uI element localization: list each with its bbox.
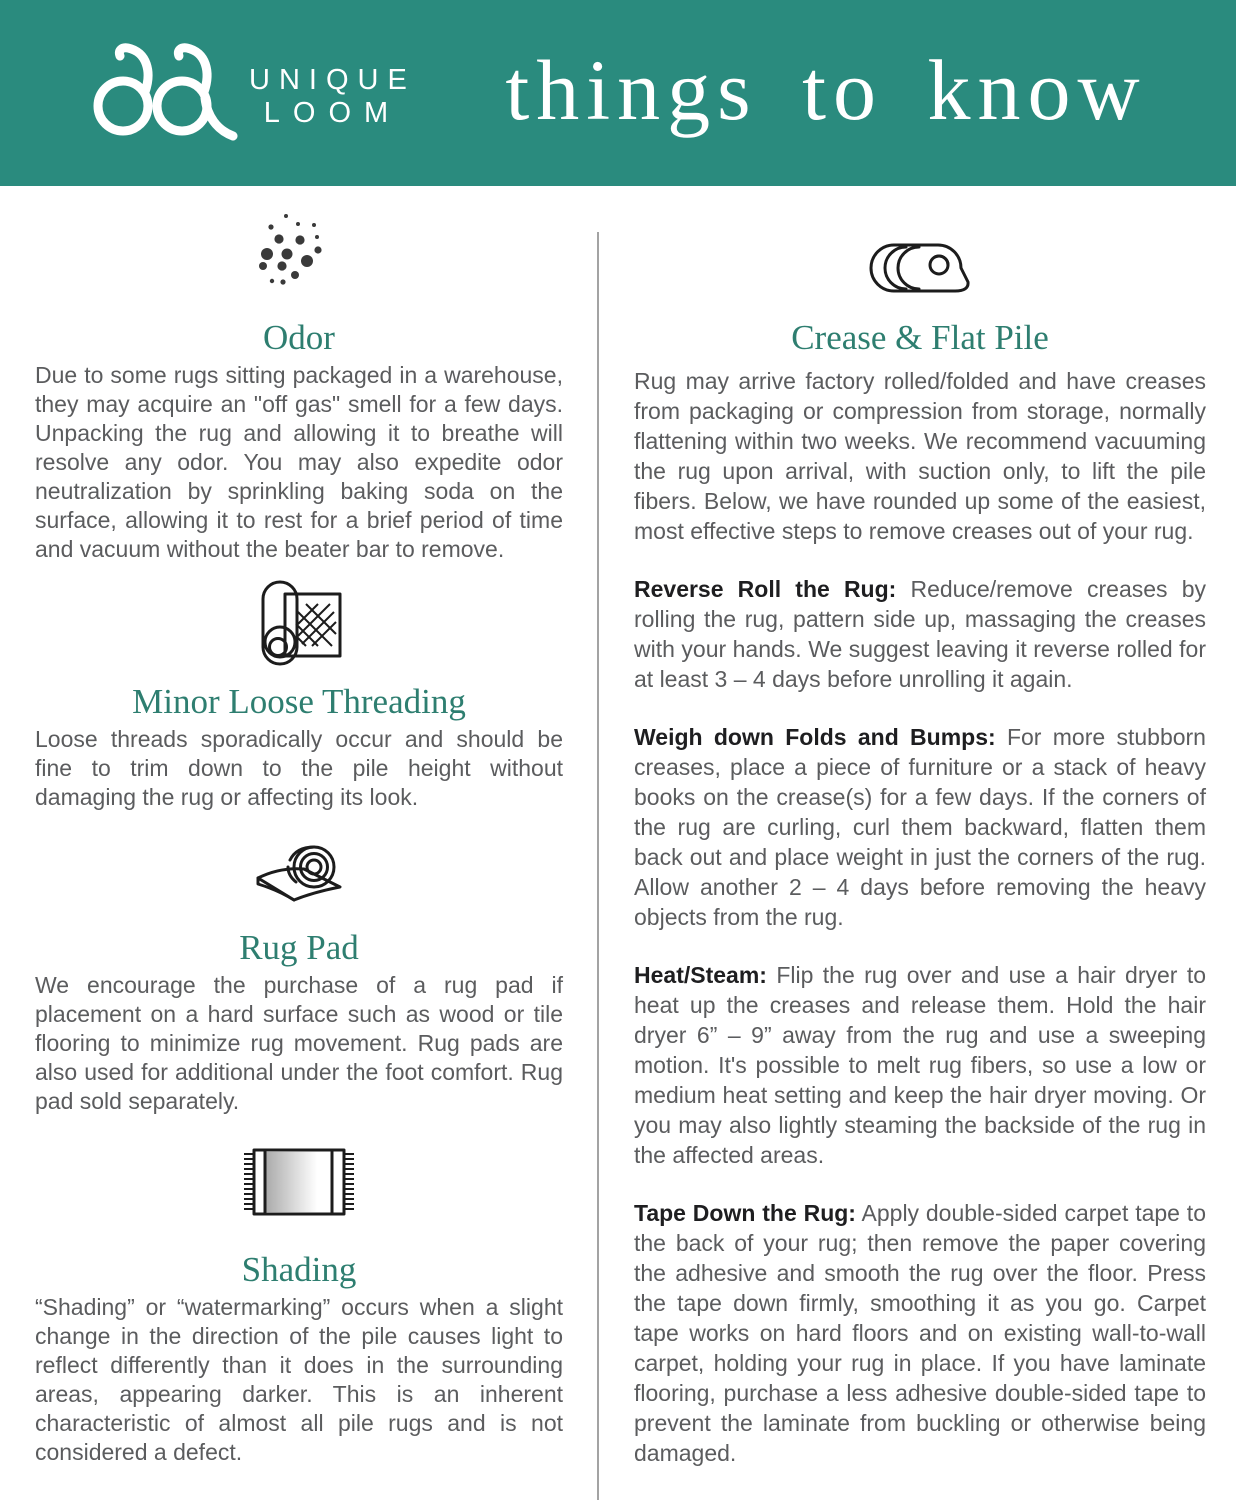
- tip-tape-down-text: Apply double-sided carpet tape to the back of your rug; then remove the paper covering the adhesive and smooth the rug over the floor. Press the tape down firmly, smoothing it as you go. Carpet tape works on hard floors and on existing wall-to-wall carpet, holding your rug in place. If you have laminate flooring, purchase a less adhesive double-sided tape to prevent the laminate from buckling or otherwise being damaged.: [634, 1200, 1206, 1466]
- tip-tape-down: [634, 1198, 1206, 1468]
- crease-icon-wrap: [634, 241, 1206, 300]
- loose-threading-body: Loose threads sporadically occur and should be fine to trim down to the pile height without damaging the rug or affecting its look.: [35, 726, 563, 810]
- header-banner: [0, 0, 1236, 186]
- tip-weigh-down: [634, 722, 1206, 932]
- column-divider: [597, 232, 599, 1500]
- shading-icon-wrap: [35, 1146, 563, 1227]
- rolled-rug-thread-icon: [254, 578, 344, 666]
- shading-body: “Shading” or “watermarking” occurs when a slight change in the direction of the pile causes light to reflect differently than it does in the surrounding areas, appearing darker. This is an inherent characteristic of almost all pile rugs and is not considered a defect.: [35, 1294, 563, 1465]
- section-loose-threading: [35, 578, 563, 812]
- brand-wordmark: [240, 64, 416, 130]
- section-shading: [35, 1146, 563, 1467]
- odor-body: Due to some rugs sitting packaged in a warehouse, they may acquire an "off gas" smell for a few days. Unpacking the rug and allowing it to breathe will resolve any odor. You may also expedite odor neutralization by sprinkling baking soda on the surface, allowing it to rest for a brief period of time and vacuum without the beater bar to remove.: [35, 362, 563, 562]
- tip-heat-steam-text: Flip the rug over and use a hair dryer to heat up the creases and release them. Hold the hair dryer 6” – 9” away from the rug and use a sweeping motion. It's possible to melt rug fibers, so use a low or medium heat setting and keep the hair dryer moving. Or you may also lightly steaming the backside of the rug in the affected areas.: [634, 962, 1206, 1168]
- tip-heat-steam-label: Heat/Steam:: [634, 962, 767, 988]
- tip-reverse-roll: [634, 574, 1206, 694]
- brand-line-loom: LOOM: [263, 97, 402, 129]
- tip-reverse-roll-text: Reduce/remove creases by rolling the rug, pattern side up, massaging the creases with your hands. We suggest leaving it reverse rolled for at least 3 – 4 days before unrolling it again.: [634, 576, 1207, 692]
- rug-pad-icon-wrap: [35, 842, 563, 909]
- crease-heading: Crease & Flat Pile: [791, 318, 1049, 357]
- crease-intro: Rug may arrive factory rolled/folded and have creases from packaging or compression from storage, normally flattening within two weeks. We recommend vacuuming the rug upon arrival, with suction only, to lift the pile fibers. Below, we have rounded up some of the easiest, most effective steps to remove creases out of your rug.: [634, 368, 1206, 544]
- odor-icon-wrap: [35, 208, 563, 305]
- left-column: [35, 200, 563, 1467]
- rug-pad-heading: Rug Pad: [239, 928, 359, 967]
- rolled-rug-crease-icon: [866, 241, 974, 295]
- right-column: [634, 225, 1206, 1468]
- tip-tape-down-label: Tape Down the Rug:: [634, 1200, 856, 1226]
- odor-heading: Odor: [263, 318, 335, 357]
- shaded-rug-icon: [242, 1146, 356, 1222]
- tip-weigh-down-text: For more stubborn creases, place a piece of furniture or a stack of heavy books on the crease(s) for a few days. If the corners of the rug are curling, curl them backward, flatten them back out and place weight in just the corners of the rug. Allow another 2 – 4 days before removing the heavy objects from the rug.: [634, 724, 1206, 930]
- shading-heading: Shading: [241, 1250, 357, 1289]
- section-odor: [35, 208, 563, 564]
- tip-weigh-down-label: Weigh down Folds and Bumps:: [634, 724, 996, 750]
- page-title: things to know: [505, 42, 1147, 138]
- section-rug-pad: [35, 842, 563, 1116]
- rug-pad-roll-icon: [252, 842, 346, 904]
- brand-line-unique: UNIQUE: [249, 64, 416, 96]
- odor-dots-icon: [253, 208, 345, 300]
- rug-pad-body: We encourage the purchase of a rug pad if placement on a hard surface such as wood or tile flooring to minimize rug movement. Rug pads are also used for additional under the foot comfort. Rug pad sold separately.: [35, 972, 563, 1114]
- tip-heat-steam: [634, 960, 1206, 1170]
- tip-reverse-roll-label: Reverse Roll the Rug:: [634, 576, 897, 602]
- loose-threading-heading: Minor Loose Threading: [132, 682, 466, 721]
- loose-threading-icon-wrap: [35, 578, 563, 671]
- unique-loom-dd-logo-icon: [78, 36, 246, 146]
